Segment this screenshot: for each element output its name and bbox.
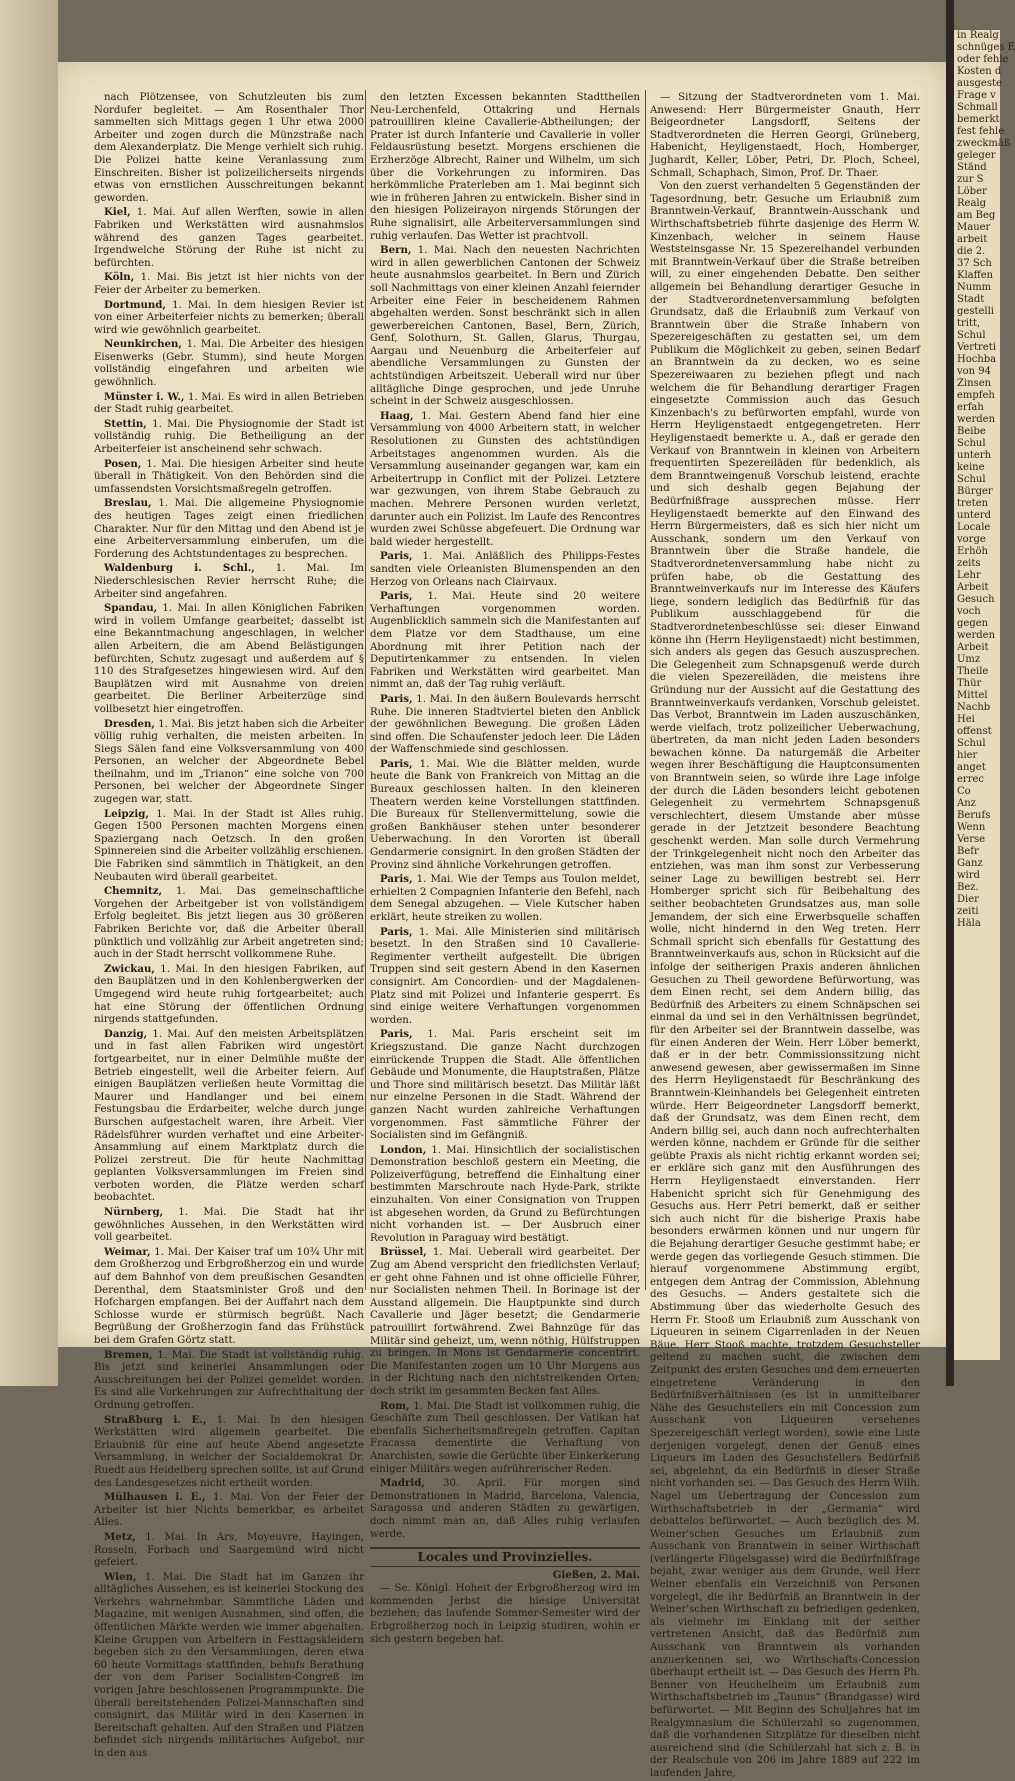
dateline: Gießen, 2. Mai. [552, 1568, 640, 1581]
next-page-text-fragment: unterh [957, 450, 992, 461]
next-page-text-fragment: Klaffen [957, 270, 994, 281]
report-location: Mülhausen i. E., [104, 1491, 206, 1504]
news-report [94, 885, 364, 962]
report-location: Bremen, [104, 1348, 153, 1361]
next-page-text-fragment: Schul [957, 738, 986, 749]
report-text: 1. Mai. Der Kaiser traf um 10¾ Uhr mit dem Großherzog und Erbgroßherzog ein und wurde auf dem Bahnhof von dem preußischen Gesandten Derenthal, dem Staatsminister Groß und den Hofchargen empfangen. Bei der Auffahrt nach dem Schlosse wurde er stürmisch begrüßt. Nach Begrüßung der Großherzogin fand das Frühstück bei dem Grafen Görtz statt. [94, 1246, 364, 1346]
news-report [370, 873, 640, 924]
report-text: 1. Mai. Auf den meisten Arbeitsplätzen und in fast allen Fabriken wird ungestört fortgearbeitet, nur in einer Delmühle mußte der Betrieb eingestellt, weil die Arbeiter feiern. Auf einigen Bauplätzen verließen heute Vormittag die Maurer und Handlanger und bei einem Festungsbau die Erdarbeiter, welche durch junge Burschen aufgestachelt waren, ihre Arbeit. Vier Rädelsführer wurden verhaftet und eine Arbeiter-Ansammlung auf einem Marktplatz durch die Polizei zerstreut. Die für heute Nachmittag geplanten Volksversammlungen im Freien sind verboten worden, die Plätze werden scharf beobachtet. [94, 1028, 364, 1204]
report-location: Rom, [380, 1399, 410, 1412]
next-page-text-fragment: von 94 [957, 366, 992, 377]
news-report [650, 181, 920, 1780]
report-text: 1. Mai. In Ars, Moyeuvre, Hayingen, Rosseln, Forbach und Saargemünd wird nicht gefeiert. [94, 1531, 364, 1569]
news-report [94, 1028, 364, 1205]
next-page-text-fragment: Umz [957, 654, 981, 665]
book-gutter [946, 0, 954, 1386]
report-text: 1. Mai. Die Stadt hat ihr gewöhnliches Aussehen, in den Werkstätten wird voll gearbeitet. [94, 1207, 364, 1244]
newspaper-page [58, 62, 946, 1779]
next-page-text-fragment: geleger [957, 150, 996, 161]
next-page-text-fragment: voch [957, 606, 981, 617]
next-page-text-fragment: Hochba [957, 354, 997, 365]
news-report [94, 1206, 364, 1245]
column-2-reports [370, 92, 640, 1541]
report-text: 1. Mai. Die Stadt ist vollständig ruhig. Bis jetzt sind keinerlei Ansammlungen oder Ausschreitungen bei der Polizei gemeldet worden. Es sind alle Vorkehrungen zur Aufrechthaltung der Ordnung getroffen. [94, 1349, 364, 1411]
news-report [94, 1246, 364, 1348]
report-location: Münster i. W., [104, 390, 185, 403]
news-report [94, 338, 364, 389]
next-page-text-fragment: treten [957, 498, 989, 509]
news-report [94, 808, 364, 885]
next-page-text-fragment: Arbeit [957, 642, 989, 653]
report-text: 1. Mai. Die Stadt ist vollkommen ruhig, die Geschäfte zum Theil geschlossen. Der Vatikan hat ebenfalls Sicherheitsmaßregeln getroffen. Capitan Fracassa dementirte die Verhaftung von Anarchisten, sowie die Gerüchte über Einkerkerung einiger Militärs wegen aufrührerischer Reden. [370, 1400, 640, 1475]
next-page-text-fragment: Co [957, 786, 971, 797]
next-page-text-fragment: Befr [957, 846, 979, 857]
report-location: Chemnitz, [104, 885, 163, 898]
report-text: 1. Mai. Wie der Temps aus Toulon meldet, erhielten 2 Compagnien Infanterie den Befehl, nach dem Senegal abzugehen. — Viele Kutscher haben erklärt, heute streiken zu wollen. [370, 874, 640, 923]
report-text: 1. Mai. In der Stadt ist Alles ruhig. Gegen 1500 Personen machten Morgens einen Spaziergang nach Oetzsch. In den großen Spinnereien sind die Arbeiter vollzählig erschienen. Die Fabriken sind sämmtlich in Thätigkeit, an den Neubauten wird überall gearbeitet. [94, 808, 364, 883]
report-text: 1. Mai. Anläßlich des Philipps-Festes sandten viele Orleanisten Blumenspenden an den Herzog von Orleans nach Clairvaux. [370, 551, 640, 588]
next-page-text-fragment: arbeit [957, 234, 988, 245]
next-page-text-fragment: Ganz [957, 858, 983, 869]
next-page-text-fragment: Schul [957, 438, 986, 449]
report-location: Straßburg i. E., [104, 1413, 207, 1426]
report-location: Weimar, [104, 1245, 151, 1258]
news-report [94, 1414, 364, 1491]
report-location: Paris, [380, 550, 413, 563]
news-report [94, 391, 364, 417]
next-page-text-fragment: Beibe [957, 426, 986, 437]
next-page-text-fragment: 37 Sch [957, 258, 992, 269]
report-text: 1. Mai. In den hiesigen Fabriken, auf den Bauplätzen und in den Kohlenbergwerken der Umgegend wird heute ruhig fortgearbeitet; auch hat eine Störung der öffentlichen Ordnung nirgends stattgefunden. [94, 963, 364, 1026]
news-report [370, 1246, 640, 1398]
adjacent-page-fragment [954, 30, 1015, 1360]
news-report [94, 418, 364, 457]
report-location: Paris, [380, 873, 413, 886]
report-location: London, [380, 1143, 427, 1156]
report-location: Danzig, [104, 1027, 148, 1040]
next-page-text-fragment: Stadt [957, 294, 985, 305]
next-page-text-fragment: schnüges E [957, 42, 1015, 53]
report-text: 1. Mai. Die allgemeine Physiognomie des heutigen Tages zeigt einen friedlichen Charakter. Nur für den Mittag und den Abend ist je eine Arbeiterversammlung einberufen, um die Forderung des Achtstundentages zu besprechen. [94, 498, 364, 560]
next-page-text-fragment: Nachb [957, 702, 991, 713]
report-location: Breslau, [104, 497, 152, 510]
next-page-text-fragment: bemerkt [957, 114, 1000, 125]
report-text: 30. April. Für morgen sind Demonstrationen in Madrid, Barcelona, Valencia, Saragossa und anderen Städten zu gewärtigen, doch nimmt man an, daß Alles ruhig verlaufen werde. [370, 1478, 640, 1540]
report-location: Neunkirchen, [104, 338, 182, 351]
report-text: 1. Mai. Alle Ministerien sind militärisch besetzt. In den Straßen sind 10 Cavallerie-Regimenter vertheilt aufgestellt. Die übrigen Truppen sind seit gestern Abend in den Kasernen consignirt. Am Concordien- und der Magdalenen-Platz sind mit Polizei und Infanterie gesperrt. Es sind einige weitere Verhaftungen vorgenommen worden. [370, 926, 640, 1026]
report-text: 1. Mai. In den äußern Boulevards herrscht Ruhe. Die inneren Stadtviertel bieten den Anblick der gewöhnlichen Bewegung. Die großen Läden sind offen. Die Schaufenster jedoch leer. Die Läden der Waffenschmiede sind geschlossen. [370, 693, 640, 756]
news-report [94, 562, 364, 601]
report-text: 1. Mai. Nach den neuesten Nachrichten wird in allen gewerblichen Cantonen der Schweiz heute ausnahmslos gearbeitet. In Bern und Zürich soll Nachmittags von einer kleinen Anzahl feiernder Arbeiter eine Feier in bescheidenem Rahmen abgehalten werden. Sonst beschränkt sich in allen gewerbereichen Cantonen, Basel, Bern, Zürich, Genf, Solothurn, St. Gallen, Glarus, Thurgau, Aargau und Neuenburg die Arbeiterfeier auf abendliche Versammlungen zu Gunsten der achtstündigen Arbeitszeit. Ueberall wird nur über alltägliche Dinge gesprochen, und jede Unruhe scheint in der Schweiz ausgeschlossen. [370, 245, 640, 408]
report-text: 1. Mai. In den hiesigen Werkstätten wird allgemein gearbeitet. Die Erlaubniß für eine auf heute Abend angesetzte Versammlung, in welcher der Socialdemokrat Dr. Ruedt aus Heidelberg sprechen sollte, ist auf Grund des Landesgesetzes nicht ertheilt worden. [94, 1414, 364, 1489]
next-page-text-fragment: Löber [957, 186, 987, 197]
news-report [94, 92, 364, 205]
report-text: 1. Mai. Bis jetzt ist hier nichts von der Feier der Arbeiter zu bemerken. [94, 272, 364, 296]
report-location: Dresden, [104, 717, 155, 730]
news-report [370, 92, 640, 243]
next-page-text-fragment: fest fehle [957, 126, 1005, 137]
next-page-text-fragment: Zinsen [957, 378, 992, 389]
news-report [94, 963, 364, 1027]
news-report [94, 1531, 364, 1570]
next-page-text-fragment: anget [957, 762, 986, 773]
report-location: Stettin, [104, 417, 147, 430]
news-report [94, 497, 364, 561]
report-location: Paris, [380, 925, 413, 938]
report-location: Dortmund, [104, 298, 166, 311]
next-page-text-fragment: Locale [957, 522, 991, 533]
next-page-text-fragment: zeiti [957, 906, 979, 917]
news-report [370, 758, 640, 872]
news-report [94, 1571, 364, 1761]
report-location: Leipzig, [104, 807, 149, 820]
next-page-text-fragment: keine [957, 462, 985, 473]
report-text: 1. Mai. Paris erscheint seit im Kriegszustand. Die ganze Nacht durchzogen einrückende Truppen die Stadt. Alle öffentlichen Gebäude und Monumente, die Hauptstraßen, Plätze und Thore sind militärisch besetzt. Das Militär läßt nur einzelne Personen in die Stadt. Während der ganzen Nacht wurden zahlreiche Verhaftungen vorgenommen. Fast sämmtliche Führer der Socialisten sind im Gefängniß. [370, 1029, 640, 1142]
report-location: Paris, [380, 1028, 413, 1041]
next-page-text-fragment: Kosten d [957, 66, 1002, 77]
report-location: Bern, [380, 244, 412, 257]
next-page-text-fragment: ausgeste [957, 78, 1002, 89]
column-1 [94, 92, 364, 1759]
next-page-text-fragment: Wenn [957, 822, 986, 833]
next-page-text-fragment: Schmall [957, 102, 998, 113]
next-page-text-fragment: in Realg [957, 30, 999, 41]
news-report [94, 206, 364, 270]
next-page-text-fragment: Dier [957, 894, 979, 905]
report-text: 1. Mai. Wie die Blätter melden, wurde heute die Bank von Frankreich von Mittag an die Bureaux geschlossen halten. In den kleineren Theatern werden keine Vorstellungen stattfinden. Die Bureaux für Stellenvermittelung, sowie die großen Bankhäuser stehen unter besonderer Ueberwachung. In den Vororten ist überall Gendarmerie consignirt. In den großen Städten der Provinz sind ähnliche Vorkehrungen getroffen. [370, 758, 640, 871]
next-page-text-fragment: Frage v [957, 90, 996, 101]
news-report [94, 718, 364, 807]
column-3 [650, 92, 920, 1779]
report-location: Paris, [380, 757, 413, 770]
report-text: 1. Mai. Die Physiognomie der Stadt ist vollständig ruhig. Die Betheiligung an der Arbeiterfeier ist anscheinend sehr schwach. [94, 418, 364, 456]
news-report [94, 271, 364, 297]
report-text: 1. Mai. Die Arbeiter des hiesigen Eisenwerks (Gebr. Stumm), sind heute Morgen vollständig eingefahren und arbeiten wie gewöhnlich. [94, 339, 364, 389]
next-page-text-fragment: Numm [957, 282, 992, 293]
next-page-text-fragment: vorge [957, 534, 986, 545]
news-report [94, 1349, 364, 1413]
next-page-text-fragment: Realg [957, 198, 987, 209]
next-page-text-fragment: Verse [957, 834, 986, 845]
news-report [370, 1144, 640, 1246]
next-page-text-fragment: gestelli [957, 306, 994, 317]
section-heading-locales: Locales und Provinzielles. [370, 1547, 640, 1567]
article-paragraph: — Se. Königl. Hoheit der Erbgroßherzog wird im kommenden Jerbst die hiesige Universität beziehen; das laufende Sommer-Semester wird der Erbgroßherzog noch in Leipzig studiren, wohin er sich gestern begeben hat. [370, 1583, 640, 1645]
report-text: 1. Mai. Von der Feier der Arbeiter ist hier Nichts bemerkbar, es arbeitet Alles. [94, 1492, 364, 1529]
report-location: Brüssel, [380, 1246, 427, 1259]
next-page-text-fragment: zweckmäß [957, 138, 1011, 149]
report-text: 1. Mai. Gestern Abend fand hier eine Versammlung von 4000 Arbeitern statt, in welcher Resolutionen zu Gunsten des achtstündigen Arbeitstages angenommen wurden. Als die Versammlung auseinander gegangen war, kam ein Arbeitertrupp in Conflict mit der Polizei. Letztere war gezwungen, von ihrem Stabe Gebrauch zu machen. Mehrere Personen wurden verletzt, darunter auch ein Polizist. Im Laufe des Rencontres wurden zwei Schüsse abgefeuert. Die Ordnung war bald wieder hergestellt. [370, 410, 640, 548]
news-report [370, 693, 640, 757]
next-page-text-fragment: die 2. [957, 246, 986, 257]
news-report [370, 1400, 640, 1477]
next-page-text-fragment: gegen [957, 618, 989, 629]
next-page-text-fragment: Berufs [957, 810, 991, 821]
next-page-text-fragment: zur S [957, 174, 984, 185]
next-page-text-fragment: Bürger [957, 486, 993, 497]
report-text: 1. Mai. In dem hiesigen Revier ist von einer Arbeiterfeier nichts zu bemerken; überall wird wie gewöhnlich gearbeitet. [94, 299, 364, 336]
report-location: Nürnberg, [104, 1206, 164, 1219]
news-report [370, 410, 640, 550]
next-page-text-fragment: Mauer [957, 222, 991, 233]
next-page-text-fragment: werden [957, 414, 996, 425]
next-page-text-fragment: Häla [957, 918, 981, 929]
next-page-text-fragment: am Beg [957, 210, 996, 221]
report-location: Paris, [380, 692, 413, 705]
next-page-text-fragment: Schul [957, 330, 986, 341]
next-page-text-fragment: Erhöh [957, 546, 988, 557]
report-text: — Sitzung der Stadtverordneten vom 1. Mai. Anwesend: Herr Bürgermeister Gnauth, Herr Beigeordneter Langsdorff, Seitens der Stadtverordneten die Herren Georgi, Grüneberg, Habenicht, Heyligenstaedt, Hoch, Homberger, Jughardt, Keller, Löber, Petri, Dr. Ploch, Scheel, Schmall, Schaphach, Simon, Prof. Dr. Thaer. [650, 92, 920, 179]
next-page-text-fragment: Arbeit [957, 582, 989, 593]
report-location: Metz, [104, 1530, 136, 1543]
column-2 [370, 92, 640, 1645]
next-page-text-fragment: empfeh [957, 390, 995, 401]
report-text: nach Plötzensee, von Schutzleuten bis zum Nordufer begleitet. — Am Rosenthaler Thor sammelten sich Mittags gegen 1 Uhr etwa 2000 Arbeiter und zogen durch die Münzstraße nach dem Alexanderplatz. Die Menge verhielt sich ruhig. Die Polizei hatte keine Veranlassung zum Einschreiten. Bisher ist polizeilicherseits nirgends etwas von ernstlichen Ausschreitungen bekannt geworden. [94, 92, 364, 204]
next-page-text-fragment: oder fehle [957, 54, 1009, 65]
report-text: 1. Mai. In allen Königlichen Fabriken wird in vollem Umfange gearbeitet; dasselbt ist eine Bekanntmachung angeschlagen, in welcher allen Arbeitern, die am Abend Belästigungen befürchten, Schutz zugesagt und außerdem auf § 110 des Strafgesetzes hingewiesen wird. Auf den Bauplätzen wird mit Ausnahme von dreien gearbeitet. Die Berliner Arbeiterzüge sind vollbesetzt hier eingetroffen. [94, 603, 364, 715]
report-text: 1. Mai. Die Stadt hat im Ganzen ihr alltägliches Aussehen, es ist keinerlei Stockung des Verkehrs wahrnehmbar. Sämmtliche Läden und Magazine, mit wenigen Ausnahmen, sind offen, die öffentlichen Märkte werden wie immer abgehalten. Kleine Gruppen von Arbeitern in Festtagskleidern begeben sich zu den Versammlungen, deren etwa 60 heute Vormittags stattfinden, behufs Berathung der von dem Pariser Socialisten-Congreß im vorigen Jahre beschlossenen Programmpunkte. Die überall bereitstehenden Polizei-Mannschaften sind consignirt, das Militär wird in den Kasernen in Bereitschaft gehalten. Auf den Straßen und Plätzen befindet sich nirgends militärisches Aufgebot, nur in den aus [94, 1571, 364, 1759]
next-page-text-fragment: Gesuch [957, 594, 995, 605]
report-text: 1. Mai. Es wird in allen Betrieben der Stadt ruhig gearbeitet. [94, 391, 364, 416]
report-text: den letzten Excessen bekannten Stadttheilen Neu-Lerchenfeld, Ottakring und Hernals patrouilliren kleine Cavallerie-Abtheilungen; der Prater ist durch Infanterie und Cavallerie in voller Feldausrüstung besetzt. Morgens erschienen die Erzherzöge Albrecht, Rainer und Wilhelm, um sich über die Vorkehrungen zu informiren. Das herkömmliche Praterleben am 1. Mai beginnt sich wie in früheren Jahren zu entwickeln. Bisher sind in den hiesigen Polizeirayon nirgends Störungen der Ruhe signalisirt, alle Arbeiterversammlungen sind ruhig verlaufen. Das Wetter ist prachtvoll. [370, 92, 640, 242]
next-page-text-fragment: offenst [957, 726, 992, 737]
report-text: 1. Mai. Auf allen Werften, sowie in allen Fabriken und Werkstätten wird ausnahmslos während des ganzen Tages gearbeitet. Irgendwelche Störung der Ruhe ist nicht zu befürchten. [94, 207, 364, 269]
report-location: Köln, [104, 271, 135, 284]
news-report [370, 1477, 640, 1541]
news-report [370, 244, 640, 409]
report-location: Wien, [104, 1570, 137, 1583]
next-page-text-fragment: unterd [957, 510, 991, 521]
next-page-text-fragment: werden [957, 630, 996, 641]
next-page-text-fragment: Anz [957, 798, 976, 809]
report-location: Spandau, [104, 602, 158, 615]
report-text: 1. Mai. Im Niederschlesischen Revier herrscht Ruhe; die Arbeiter sind angefahren. [94, 563, 364, 600]
report-text: 1. Mai. Heute sind 20 weitere Verhaftungen vorgenommen worden. Augenblicklich sammeln sich die Manifestanten auf dem Platze vor dem Stadthause, um eine Abordnung mit ihrer Petition nach der Deputirtenkammer zu entsenden. In vielen Fabriken und Werkstätten wird gearbeitet. Man nimmt an, daß der Tag ruhig verläuft. [370, 591, 640, 691]
next-page-text-fragment: Thür [957, 678, 982, 689]
next-page-text-fragment: Bez. [957, 882, 979, 893]
report-location: Kiel, [104, 206, 131, 219]
next-page-text-fragment: tritt, [957, 318, 981, 329]
news-report [370, 1028, 640, 1142]
next-page-text-fragment: Ständ [957, 162, 987, 173]
report-text: 1. Mai. Bis jetzt haben sich die Arbeiter völlig ruhig verhalten, die meisten arbeiten. In Siegs Sälen fand eine Volksversammlung von 400 Personen, an welcher der Abgeordnete Bebel theilnahm, und im „Trianon“ eine solche von 700 Personen, bei welcher der Abgeordnete Singer zugegen war, statt. [94, 718, 364, 806]
next-page-text-fragment: Schul [957, 474, 986, 485]
report-text: 1. Mai. Das gemeinschaftliche Vorgehen der Arbeitgeber ist von vollständigem Erfolg begleitet. Bis jetzt liegen aus 30 größeren Fabriken Berichte vor, daß die Arbeiter überall pünktlich und vollzählig zur Arbeit angetreten sind; auch in der Stadt herrscht vollkommene Ruhe. [94, 886, 364, 961]
next-page-text-fragment: hier [957, 750, 978, 761]
report-text: Von den zuerst verhandelten 5 Gegenständen der Tagesordnung, betr. Gesuche um Erlaubniß zum Branntwein-Verkauf, Branntwein-Ausschank und Wirthschaftsbetrieb führte dasjenige des Herrn W. Kinzenbach, welcher in seinem Hause Weststeinsgasse Nr. 15 Spezereihandel verbunden mit Branntwein-Verkauf über die Straße betreiben will, zu einer eingehenden Debatte. Den seither allgemein bei Behandlung derartiger Gesuche in der Stadtverordnetenversammlung befolgten Grundsatz, daß die Erlaubniß zum Verkauf von Branntwein über die Straße Inhabern von Spezereigeschäften zu gestatten sei, um dem Publikum die Möglichkeit zu geben, seinen Bedarf an Branntwein da zu decken, wo es seine Spezereiwaaren zu beziehen pflegt und nach welchem die für Behandlung derartiger Fragen eingesetzte Commission auch das Gesuch Kinzenbach's zu befürworten empfahl, wurde von Herrn Heyligenstaedt entgegengetreten. Herr Heyligenstaedt bemerkte u. A., daß er gerade den Verkauf von Branntwein in kleinen von Arbeitern frequentirten Spezereiläden für bedenklich, als dem Branntweingenuß Vorschub leistend, erachte und sich deshalb gegen Bejahung der Bedürfnißfrage aussprechen müsse. Herr Heyligenstaedt bemerkte auf den Einwand des Herrn Bürgermeisters, daß es sich hier nicht um Ausschank, sondern um den Verkauf von Branntwein über die Straße handele, die Stadtverordnetenversammlung habe nicht zu prüfen habe, ob die Gestattung des Branntweinverkaufs nur im Interesse des Käufers liege, sondern lediglich das Bedürfniß für das Publikum ausschlaggebend für die Stadtverordnetenbeschlüsse sei: dieser Einwand könne ihn (Herrn Heyligenstaedt) nicht bestimmen, sich anders als gegen das Gesuch auszusprechen. Die Gelegenheit zum Schnapsgenuß werde durch die vielen Spezereiläden, die meistens ihre Gründung nur der Aussicht auf die Gestattung des Branntweinverkaufs verdanken, Vorschub geleistet. Das Verbot, Branntwein im Laden auszuschänken, werde vielfach, trotz polizeilicher Ueberwachung, übertreten, da man nicht jeden Laden besonders bewachen könne. Da naturgemäß die Arbeiter wegen ihrer Beschäftigung die Hauptconsumenten von Branntwein seien, so würde ihre Lage infolge der durch die Läden besonders leicht gebotenen Gelegenheit zu vermehrtem Schnapsgenuß verschlechtert, diesem Umstande aber müsse gerade in der Jetztzeit besondere Beachtung geschenkt werden. Man solle durch Vermehrung der Trinkgelegenheit nicht noch den Arbeiter das entziehen, was man ihm sonst zur Verbesserung seiner Lage zu bewilligen bestrebt sei. Herr Homberger spricht sich für Beibehaltung des seither beobachteten Grundsatzes aus, man solle Jemandem, der sich eine Erwerbsquelle schaffen wolle, nicht hindernd in den Weg treten. Herr Schmall spricht sich ebenfalls für Gestattung des Branntweinverkaufs aus, schon in Rücksicht auf die infolge der seitherigen Praxis anderen ähnlichen Gesuchen zu Theil gewordene Befürwortung, was dem Einen recht, sei dem Andern billig, das Bedürfniß des Arbeiters zu einem Schnäpschen sei einmal da und sei in den Verhältnissen begründet, für den Arbeiter sei der Branntwein dasselbe, was für einen Anderen der Wein. Herr Löber bemerkt, daß er in der betr. Commissionssitzung nicht anwesend gewesen, aber gewissermaßen im Sinne des Herrn Heyligenstaedt für Beschränkung des Branntwein-Kleinhandels bei Gelegenheit eintreten würde. Herr Beigeordneter Langsdorff bemerkt, daß der Grundsatz, was dem Einen recht, dem Andern billig sei, auch dann noch aufrechterhalten werden könne, nachdem er Gründe für die seither geübte Praxis als nicht richtig erkannt worden sei; er erkläre sich ganz mit den Ausführungen des Herrn Heyligenstaedt einverstanden. Herr Habenicht spricht sich für Genehmigung des Gesuchs aus. Herr Petri bemerkt, daß er seither sich auch nicht für die bisherige Praxis habe besonders erwärmen können und nur ungern für die Bejahung derartiger Gesuche gestimmt habe; er werde gegen das vorliegende Gesuch stimmen. Die hierauf vorgenommene Abstimmung ergibt, entgegen dem Antrag der Commission, Ablehnung des Gesuchs. — Anders gestaltete sich die Abstimmung über das wiederholte Gesuch des Herrn Fr. Stooß um Erlaubniß zum Ausschank von Liqueuren in seinem Cigarrenladen in der Neuen Bäue. Herr Stooß machte, trotzdem Gesuchsteller geltend zu machen sucht, die zwischen dem Zeitpunkt des ersten Gesuches und dem erneuerten eingetretene Veränderung in den Bedürfnißverhältnissen (es ist in unmittelbarer Nähe des Gesuchstellers ein mit Concession zum Ausschank von Liqueuren versehenes Spezereigeschäft verlegt worden), sowie eine Liste derjenigen vorgelegt, denen der Genuß eines Liqueurs im Laden des Gesuchstellers Bedürfniß sei, abgelehnt, da ein Bedürfniß in dieser Straße nicht vorhanden sei. — Das Gesuch des Herrn Wilh. Nagel um Uebertragung der Concession zum Wirthschaftsbetrieb in der „Germania“ wird debattelos befürwortet. — Auch bezüglich des M. Weiner'schen Gesuches um Erlaubniß zum Ausschank von Branntwein in seiner Wirthschaft (verlängerte Flügelsgasse) wird die Bedürfnißfrage bejaht, zwar weniger aus dem Grunde, weil Herr Weiner ebenfalls ein Verzeichniß von Personen vorgelegt, die ihr Bedürfniß an Branntwein in der Weiner'schen Wirthschaft zu befriedigen gedenken, als vielmehr im Einklang mit der seither vertretenen Ansicht, daß das Bedürfniß zum Ausschank von Branntwein als vorhanden anzuerkennen sei, wo Wirthschafts-Concession überhaupt ertheilt ist. — Das Gesuch des Herrn Ph. Benner von Heuchelheim um Erlaubniß zum Wirthschaftsbetrieb im „Taunus“ (Brandgasse) wird befürwortet. — Mit Beginn des Schuljahres hat im Realgymnasium die Schülerzahl so zugenommen, daß die vorhandenen Sitzplätze für dieselben nicht ausreichend sind (die Schülerzahl hat sich z. B. in der Realschule von 206 im Jahre 1889 auf 222 im laufenden Jahre, [650, 181, 920, 1779]
report-text: 1. Mai. Ueberall wird gearbeitet. Der Zug am Abend verspricht den friedlichsten Verlauf; er geht ohne Fahnen und ist ohne officielle Führer, nur Socialisten nehmen Theil. In Borinage ist der Ausstand allgemein. Die Hauptpunkte sind durch Cavallerie und Jäger besetzt; die Gendarmerie patrouillirt fortwährend. Zwei Bahnzüge für das Militär sind geheizt, um, wenn nöthig, Hülfstruppen zu bringen. In Mons ist Gendarmerie concentrirt. Die Manifestanten zogen um 10 Uhr Morgens aus in der Richtung nach den nichtstreikenden Orten; doch strikt im gesammten Becken fast Alles. [370, 1247, 640, 1397]
news-report [94, 1491, 364, 1530]
news-report [370, 590, 640, 692]
next-page-text-fragment: erfah [957, 402, 984, 413]
news-report [650, 92, 920, 180]
report-text: 1. Mai. Die hiesigen Arbeiter sind heute überall in Thätigkeit. Von den Behörden sind die umfassendsten Vorsichtsmaßregeln getroffen. [94, 458, 364, 495]
next-page-text-fragment: Lehr [957, 570, 981, 581]
report-text: 1. Mai. Hinsichtlich der socialistischen Demonstration beschloß gestern ein Meeting, die Polizeiverfügung, betreffend die Einhaltung einer bestimmten Marschroute nach Hyde-Park, strikte einzuhalten. Von einer Consignation von Truppen ist abgesehen worden, da Grund zu Befürchtungen nicht vorhanden ist. — Der Ausbruch einer Revolution in Paraguay wird bestätigt. [370, 1144, 640, 1244]
report-location: Paris, [380, 590, 413, 603]
next-page-text-fragment: Theile [957, 666, 989, 677]
report-location: Waldenburg i. Schl., [104, 562, 255, 575]
news-report [370, 550, 640, 589]
news-report [370, 926, 640, 1028]
news-report [94, 602, 364, 716]
column-rule [645, 90, 646, 1290]
next-page-text-fragment: wird [957, 870, 980, 881]
column-rule [365, 90, 366, 1290]
report-location: Madrid, [380, 1477, 425, 1490]
next-page-text-fragment: Hei [957, 714, 975, 725]
report-location: Posen, [104, 457, 142, 470]
report-location: Zwickau, [104, 962, 155, 975]
news-report [94, 299, 364, 338]
next-page-text-fragment: Vertreti [957, 342, 996, 353]
report-location: Haag, [380, 409, 414, 422]
next-page-text-fragment: errec [957, 774, 984, 785]
next-page-text-fragment: zeits [957, 558, 981, 569]
next-page-text-fragment: Mittel [957, 690, 988, 701]
news-report [94, 458, 364, 497]
left-page-edge [0, 0, 58, 1386]
